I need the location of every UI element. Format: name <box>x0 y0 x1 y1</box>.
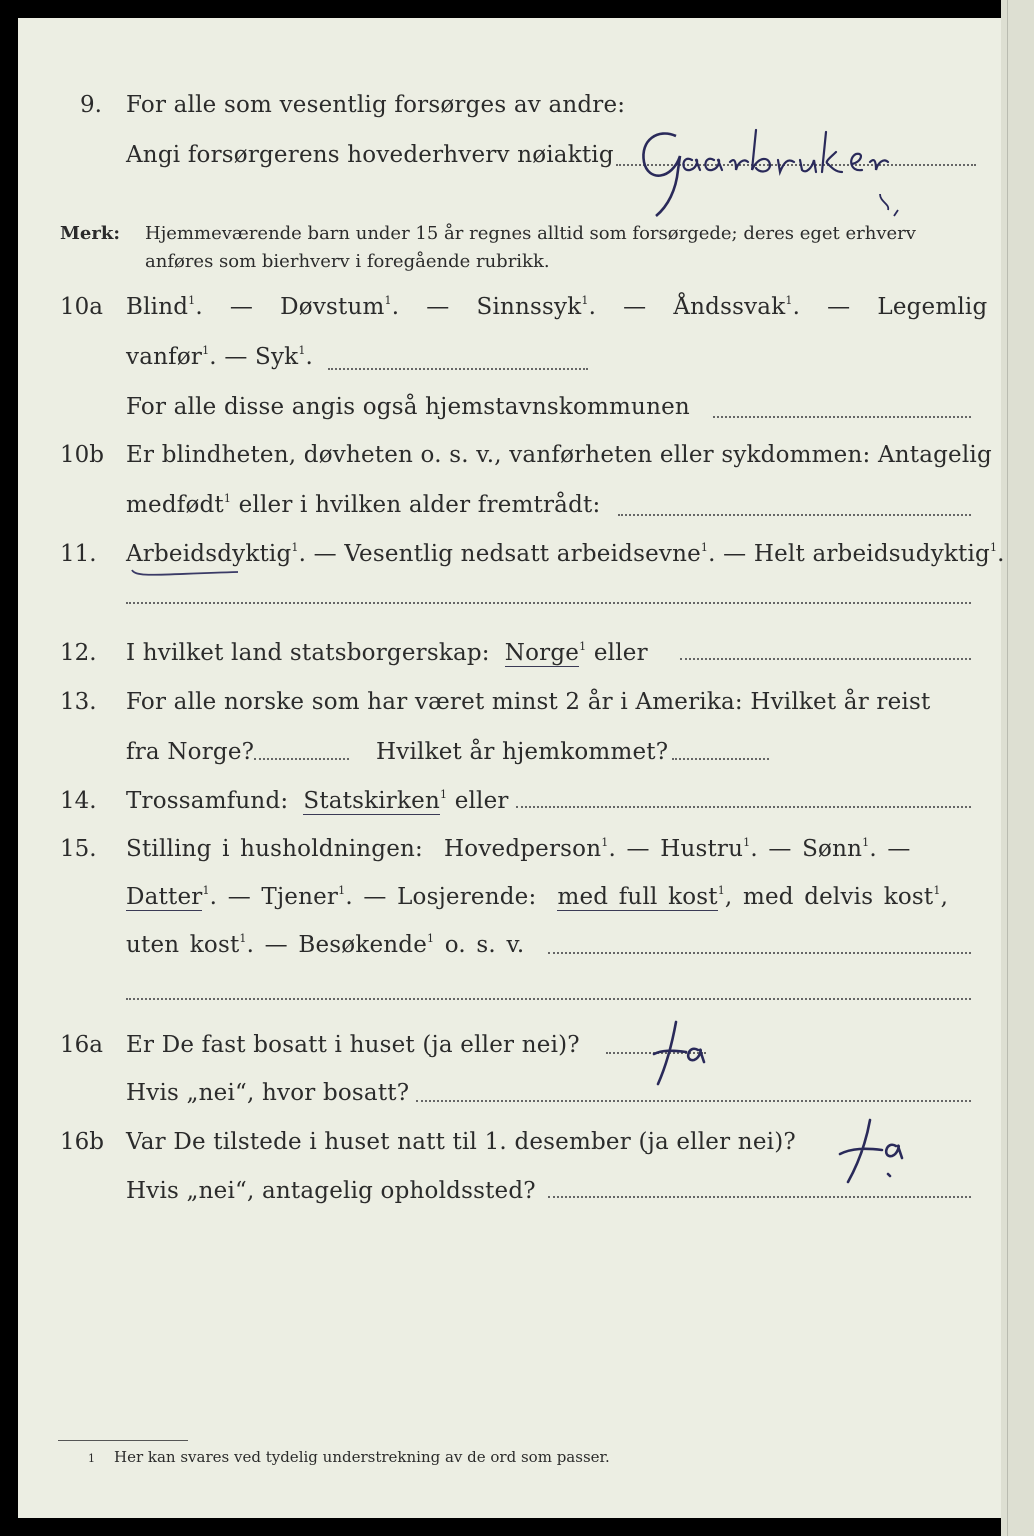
q11-underline-mark <box>130 566 240 580</box>
q10a-line2: vanfør$^1$. — Syk$^1$. <box>126 344 314 370</box>
q10a-hjemstavn-line <box>713 416 971 418</box>
q13-number: 13. <box>60 689 97 715</box>
q15-line2: Datter$^1$. — Tjener$^1$. — Losjerende: med full kost$^1$, med delvis kost$^1$, <box>126 884 949 910</box>
q10b-alder-line <box>618 514 971 516</box>
option-sonn: Sønn <box>802 836 863 862</box>
q16a-handwritten-answer <box>636 1014 736 1094</box>
merk-label: Merk: <box>60 223 120 244</box>
q13-hjemkommet-line <box>672 758 769 760</box>
option-datter-underlined: Datter <box>126 884 203 910</box>
q12-number: 12. <box>60 640 97 666</box>
q9-line2: Angi forsørgerens hovederhverv nøiaktig <box>126 142 614 168</box>
q15-number: 15. <box>60 836 97 862</box>
option-statskirken-underlined: Statskirken <box>303 788 440 814</box>
q11-number: 11. <box>60 541 97 567</box>
q10b-line1: Er blindheten, døvheten o. s. v., vanførheten eller sykdommen: Antagelig <box>126 442 992 468</box>
option-dovstum: Døvstum <box>280 294 385 320</box>
q9-number: 9. <box>80 92 102 118</box>
option-andssvak: Åndssvak <box>673 294 786 320</box>
option-vanfor: vanfør <box>126 344 203 370</box>
option-hustru: Hustru <box>660 836 744 862</box>
q16a-number: 16a <box>60 1032 103 1058</box>
q16b-handwritten-answer <box>826 1114 936 1194</box>
q14-line: Trossamfund: Statskirken$^1$ eller <box>126 788 509 814</box>
q12-land-line <box>680 658 971 660</box>
q15-extra-line <box>126 998 971 1000</box>
q10a-syk-line <box>328 368 588 370</box>
q16b-line1: Var De tilstede i huset natt til 1. desember (ja eller nei)? <box>126 1129 796 1155</box>
q14-number: 14. <box>60 788 97 814</box>
q9-line1: For alle som vesentlig forsørges av andre: <box>126 92 626 118</box>
option-sinnssyk: Sinnssyk <box>476 294 582 320</box>
option-nedsatt: Vesentlig nedsatt arbeidsevne <box>344 541 701 567</box>
merk-line2: anføres som bierhverv i foregående rubrikk. <box>145 251 550 272</box>
footnote-text: Her kan svares ved tydelig understrekning av de ord som passer. <box>114 1448 610 1466</box>
scanner-edge-strip <box>1001 0 1034 1536</box>
q10b-number: 10b <box>60 442 104 468</box>
q16b-opholdssted-line <box>548 1196 971 1198</box>
option-blind: Blind <box>126 294 189 320</box>
q15-stilling-line <box>548 952 971 954</box>
q16a-bosatt-line <box>416 1100 971 1102</box>
q16b-line2: Hvis „nei“, antagelig opholdssted? <box>126 1178 536 1204</box>
q16a-line2: Hvis „nei“, hvor bosatt? <box>126 1080 410 1106</box>
census-form-page <box>18 18 1005 1518</box>
option-arbeidsdyktig: Arbeidsdyktig <box>126 541 292 567</box>
q15-line1: Stilling i husholdningen: Hovedperson$^1$. — Hustru$^1$. — Sønn$^1$. — <box>126 836 911 862</box>
q13-reist-line <box>254 758 349 760</box>
option-syk: Syk <box>255 344 299 370</box>
q10b-line2: medfødt$^1$ eller i hvilken alder fremtrådt: <box>126 492 601 518</box>
q13-line2b: Hvilket år hjemkommet? <box>376 739 669 765</box>
q13-line1: For alle norske som har været minst 2 år i Amerika: Hvilket år reist <box>126 689 931 715</box>
option-norge-underlined: Norge <box>504 640 580 666</box>
option-besokende: Besøkende <box>298 932 428 958</box>
option-med-full-kost-underlined: med full kost <box>557 884 718 910</box>
footnote-mark: 1 <box>88 1452 95 1465</box>
q11-line: Arbeidsdyktig$^1$. — Vesentlig nedsatt arbeidsevne$^1$. — Helt arbeidsudyktig$^1$. <box>126 541 1005 567</box>
q10a-line1: Blind$^1$. — Døvstum$^1$. — Sinnssyk$^1$. — Åndssvak$^1$. — Legemlig <box>126 294 988 320</box>
option-med-delvis-kost: med delvis kost <box>742 884 934 910</box>
option-uten-kost: uten kost <box>126 932 240 958</box>
q16b-number: 16b <box>60 1129 104 1155</box>
option-legemlig: Legemlig <box>877 294 988 320</box>
merk-line1: Hjemmeværende barn under 15 år regnes alltid som forsørgede; deres eget erhverv <box>145 223 916 244</box>
q14-trossamfund-line <box>516 806 971 808</box>
option-udyktig: Helt arbeidsudyktig <box>753 541 990 567</box>
q16a-line1: Er De fast bosatt i huset (ja eller nei)? <box>126 1032 580 1058</box>
q10a-line3: For alle disse angis også hjemstavnskommunen <box>126 394 690 420</box>
option-hovedperson: Hovedperson <box>444 836 602 862</box>
q12-line: I hvilket land statsborgerskap: Norge$^1$ eller <box>126 640 648 666</box>
q11-extra-line <box>126 602 971 604</box>
option-tjener: Tjener <box>261 884 339 910</box>
q10a-number: 10a <box>60 294 103 320</box>
footnote-rule <box>58 1440 188 1441</box>
q13-line2a: fra Norge? <box>126 739 255 765</box>
q15-line3: uten kost$^1$. — Besøkende$^1$ o. s. v. <box>126 932 525 958</box>
q9-handwritten-answer <box>618 110 988 220</box>
